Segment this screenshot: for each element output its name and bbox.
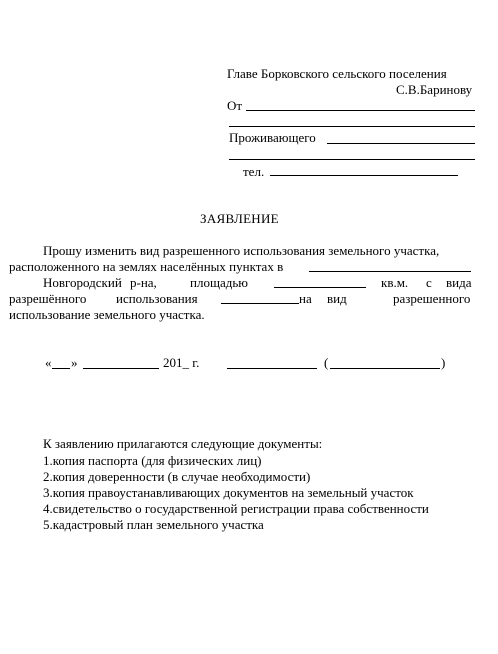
addressee-name: С.В.Баринову xyxy=(396,82,473,97)
body-line-3-c: площадью xyxy=(190,275,248,290)
signature-field-line[interactable] xyxy=(227,368,317,369)
settlement-field-line[interactable] xyxy=(309,271,471,272)
body-line-3-b: р-на, xyxy=(130,275,157,290)
body-line-3-f: вида xyxy=(446,275,472,290)
body-line-5: использование земельного участка. xyxy=(9,307,205,322)
residing-label: Проживающего xyxy=(229,130,316,145)
attachment-item: 2.копия доверенности (в случае необходимости) xyxy=(43,469,311,484)
residing-field-line-2[interactable] xyxy=(229,159,475,160)
body-line-4-c: на xyxy=(299,291,312,306)
attachment-item: 5.кадастровый план земельного участка xyxy=(43,517,264,532)
body-line-4-b: использования xyxy=(116,291,198,306)
attachments-intro: К заявлению прилагаются следующие документы: xyxy=(43,436,323,451)
day-field-line[interactable] xyxy=(52,368,70,369)
document-title: ЗАЯВЛЕНИЕ xyxy=(200,211,279,226)
name-paren-close: ) xyxy=(441,355,446,370)
from-field-line-2[interactable] xyxy=(229,126,475,127)
name-paren-open: ( xyxy=(324,355,329,370)
month-field-line[interactable] xyxy=(83,368,159,369)
body-line-4-e: разрешенного xyxy=(393,291,471,306)
attachment-item: 4.свидетельство о государственной регистрации права собственности xyxy=(43,501,429,516)
from-field-line[interactable] xyxy=(246,110,475,111)
body-line-4-a: разрешённого xyxy=(9,291,87,306)
current-use-field-line[interactable] xyxy=(221,303,299,304)
date-year: 201_ г. xyxy=(163,355,200,370)
signature-name-field-line[interactable] xyxy=(330,368,440,369)
body-line-2: расположенного на землях населённых пунктах в xyxy=(9,259,284,274)
phone-label: тел. xyxy=(243,164,265,179)
attachment-item: 1.копия паспорта (для физических лиц) xyxy=(43,453,262,468)
body-line-4-d: вид xyxy=(327,291,347,306)
body-line-3-a: Новгородский xyxy=(43,275,122,290)
body-line-1: Прошу изменить вид разрешенного использования земельного участка, xyxy=(43,243,440,258)
date-quote-open: « xyxy=(45,355,52,370)
addressee-title: Главе Борковского сельского поселения xyxy=(227,66,447,81)
date-quote-close: » xyxy=(71,355,78,370)
residing-field-line[interactable] xyxy=(327,143,475,144)
body-line-3-e: с xyxy=(426,275,432,290)
phone-field-line[interactable] xyxy=(270,175,458,176)
from-label: От xyxy=(227,98,243,113)
body-line-3-d: кв.м. xyxy=(381,275,409,290)
attachment-item: 3.копия правоустанавливающих документов на земельный участок xyxy=(43,485,414,500)
area-field-line[interactable] xyxy=(274,287,366,288)
